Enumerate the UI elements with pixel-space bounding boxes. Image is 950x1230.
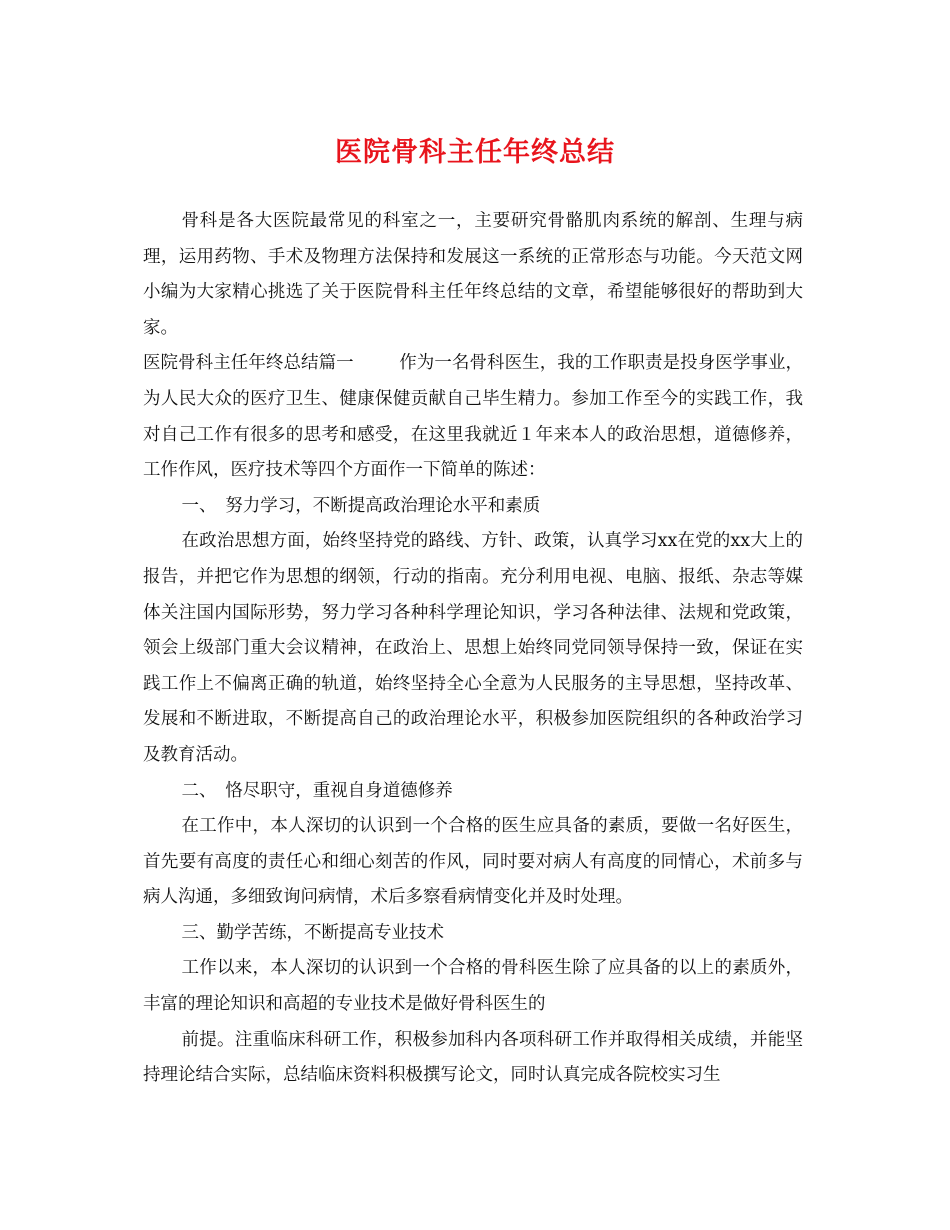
section-paragraph-1: 在政治思想方面，始终坚持党的路线、方针、政策，认真学习xx在党的xx大上的报告，并把它作为思想的纲领，行动的指南。充分利用电视、电脑、报纸、杂志等媒体关注国内国际形势，努力学习各种科学理论知识，学习各种法律、法规和党政策，领会上级部门重大会议精神，在政治上、思想上始终同党同领导保持一致，保证在实践工作上不偏离正确的轨道，始终坚持全心全意为人民服务的主导思想，坚持改革、发展和不断进取，不断提高自己的政治理论水平，积极参加医院组织的各种政治学习及教育活动。 (143, 531, 803, 765)
section-paragraph-2: 在工作中，本人深切的认识到一个合格的医生应具备的素质，要做一名好医生，首先要有高度的责任心和细心刻苦的作风，同时要对病人有高度的同情心，术前多与病人沟通，多细致询问病情，术后多察看病情变化并及时处理。 (143, 816, 803, 908)
section-paragraph-4: 前提。注重临床科研工作，积极参加科内各项科研工作并取得相关成绩，并能坚持理论结合实际，总结临床资料积极撰写论文，同时认真完成各院校实习生 (143, 1029, 803, 1086)
document-body (143, 204, 803, 1094)
opening-paragraph (143, 346, 803, 488)
intro-paragraph: 骨科是各大医院最常见的科室之一，主要研究骨骼肌肉系统的解剖、生理与病理，运用药物、手术及物理方法保持和发展这一系统的正常形态与功能。今天范文网小编为大家精心挑选了关于医院骨科主任年终总结的文章，希望能够很好的帮助到大家。 (143, 211, 803, 338)
section-heading-2: 二、 恪尽职守，重视自身道德修养 (181, 780, 453, 801)
document-title: 医院骨科主任年终总结 (335, 137, 615, 168)
opening-text: 作为一名骨科医生，我的工作职责是投身医学事业，为人民大众的医疗卫生、健康保健贡献自己毕生精力。参加工作至今的实践工作，我对自己工作有很多的思考和感受，在这里我就近１年来本人的政治思想，道德修养，工作作风，医疗技术等四个方面作一下简单的陈述： (143, 353, 804, 481)
section-paragraph-3: 工作以来，本人深切的认识到一个合格的骨科医生除了应具备的以上的素质外，丰富的理论知识和高超的专业技术是做好骨科医生的 (143, 958, 803, 1015)
section-heading-1: 一、 努力学习，不断提高政治理论水平和素质 (181, 495, 541, 516)
section-label: 医院骨科主任年终总结篇一 (143, 353, 354, 374)
section-heading-3: 三、勤学苦练，不断提高专业技术 (181, 922, 444, 943)
